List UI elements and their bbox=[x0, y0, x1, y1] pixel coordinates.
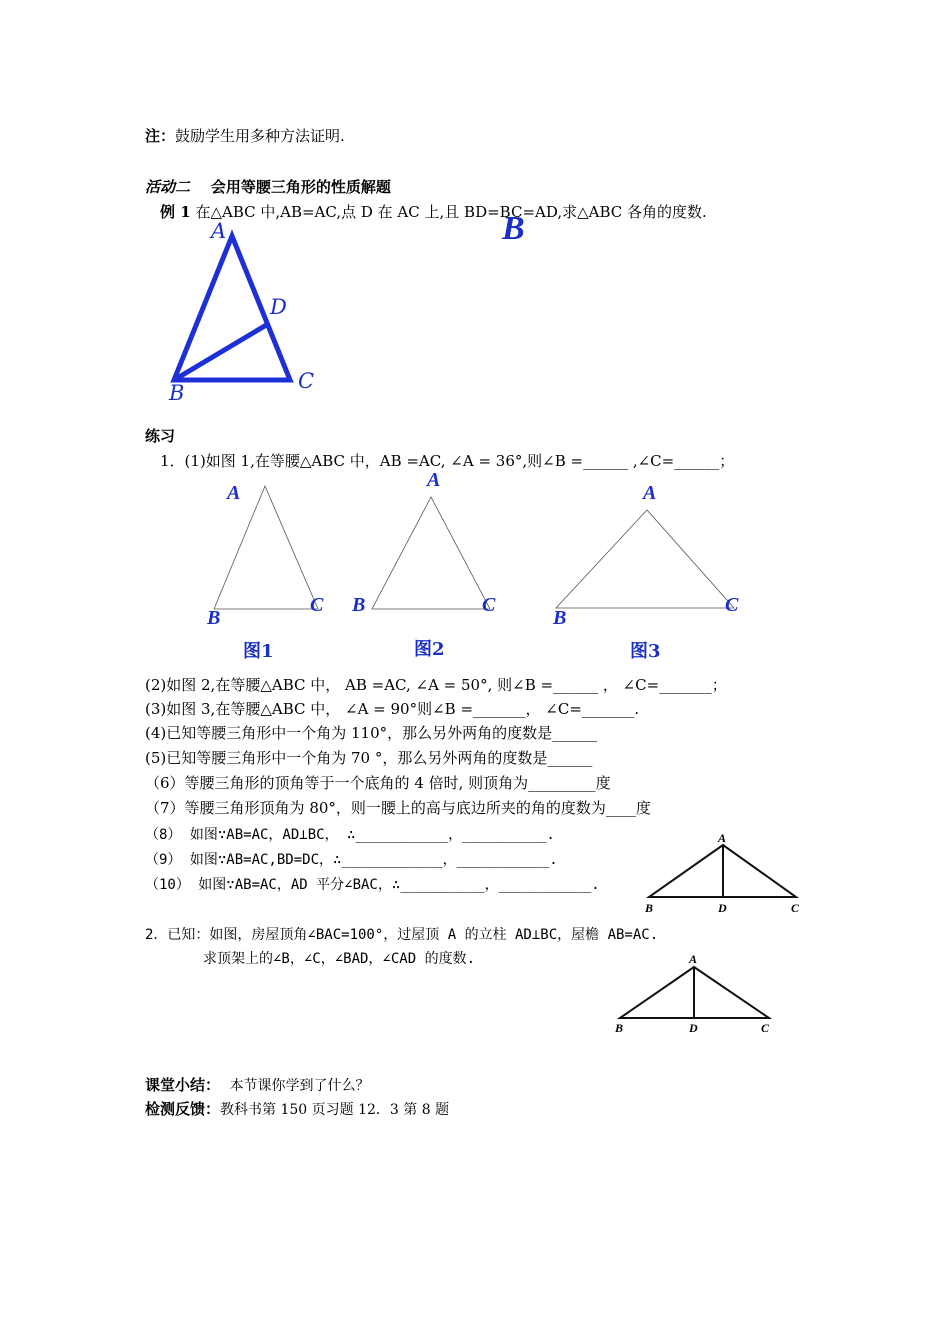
ex1-label-c: C bbox=[298, 369, 315, 393]
practice-q1-8: （8） 如图∵AB=AC，AD⊥BC， ∴___________，__________. bbox=[145, 827, 555, 843]
feedback-text: 教科书第 150 页习题 12．3 第 8 题 bbox=[220, 1102, 450, 1118]
q2-line2: 求顶架上的∠B，∠C，∠BAD，∠CAD 的度数. bbox=[203, 951, 476, 967]
fig2-caption: 图2 bbox=[414, 639, 445, 660]
practice-q1-4: (4)已知等腰三角形中一个角为 110°，那么另外两角的度数是______ bbox=[145, 724, 598, 742]
small-label-b: B bbox=[645, 901, 654, 915]
feedback-line bbox=[145, 1099, 449, 1120]
stray-letter-b: B bbox=[502, 210, 525, 247]
ex1-label-a: A bbox=[211, 219, 227, 243]
practice-q1-5: (5)已知等腰三角形中一个角为 70 °，那么另外两角的度数是______ bbox=[145, 749, 593, 767]
fig2-label-a: A bbox=[427, 469, 441, 491]
fig3-caption: 图3 bbox=[630, 641, 661, 662]
practice-q1-10: （10） 如图∵AB=AC，AD 平分∠BAC，∴__________，___________. bbox=[145, 877, 600, 893]
example1-text: 在△ABC 中,AB=AC,点 D 在 AC 上,且 BD=BC=AD,求△ABC 各角的度数. bbox=[195, 203, 707, 221]
fig1-label-c: C bbox=[310, 594, 324, 616]
practice-q1-9: （9） 如图∵AB=AC,BD=DC，∴____________，___________. bbox=[145, 852, 558, 868]
fig3-label-c: C bbox=[725, 594, 739, 616]
q2-label-c: C bbox=[761, 1021, 770, 1035]
fig2-label-b: B bbox=[352, 594, 366, 616]
note-label: 注： bbox=[145, 127, 176, 145]
practice-title: 练习 bbox=[145, 427, 176, 445]
practice-q1-7: （7）等腰三角形顶角为 80°，则一腰上的高与底边所夹的角的度数为____度 bbox=[145, 799, 651, 817]
example1-label: 例 1 bbox=[160, 203, 191, 221]
ex1-label-b: B bbox=[169, 381, 185, 405]
q2-label-a: A bbox=[689, 952, 698, 966]
practice-q1-6: （6）等腰三角形的顶角等于一个底角的 4 倍时, 则顶角为_________度 bbox=[145, 774, 611, 792]
fig1-label-b: B bbox=[207, 607, 221, 629]
summary-text: 本节课你学到了什么？ bbox=[229, 1078, 370, 1094]
feedback-label: 检测反馈： bbox=[145, 1100, 221, 1118]
practice-q1-1: 1．(1)如图 1,在等腰△ABC 中，AB =AC, ∠A = 36°,则∠B =______ ,∠C=______； bbox=[160, 452, 735, 470]
activity2-title: 活动二 bbox=[145, 178, 191, 196]
q2-line1: 2．已知：如图，房屋顶角∠BAC=100°，过屋顶 A 的立柱 AD⊥BC，屋檐 AB=AC. bbox=[145, 927, 659, 943]
fig3-label-a: A bbox=[643, 482, 657, 504]
fig3-label-b: B bbox=[553, 607, 567, 629]
activity2-subtitle: 会用等腰三角形的性质解题 bbox=[210, 178, 391, 196]
ex1-label-d: D bbox=[270, 295, 287, 319]
small-label-d: D bbox=[718, 901, 727, 915]
fig2-label-c: C bbox=[482, 594, 496, 616]
q2-label-d: D bbox=[689, 1021, 698, 1035]
summary-label: 课堂小结： bbox=[145, 1076, 221, 1094]
summary-line bbox=[145, 1075, 370, 1096]
fig1-caption: 图1 bbox=[243, 641, 274, 662]
small-label-c: C bbox=[791, 901, 800, 915]
practice-q1-3: (3)如图 3,在等腰△ABC 中， ∠A = 90°则∠B =_______， ∠C=_______. bbox=[145, 700, 640, 718]
practice-q1-2: (2)如图 2,在等腰△ABC 中， AB =AC, ∠A = 50°, 则∠B =______ ， ∠C=_______； bbox=[145, 676, 727, 694]
q2-label-b: B bbox=[615, 1021, 624, 1035]
fig1-label-a: A bbox=[227, 482, 241, 504]
note-text: 鼓励学生用多种方法证明. bbox=[175, 127, 345, 145]
small-label-a: A bbox=[718, 831, 727, 845]
